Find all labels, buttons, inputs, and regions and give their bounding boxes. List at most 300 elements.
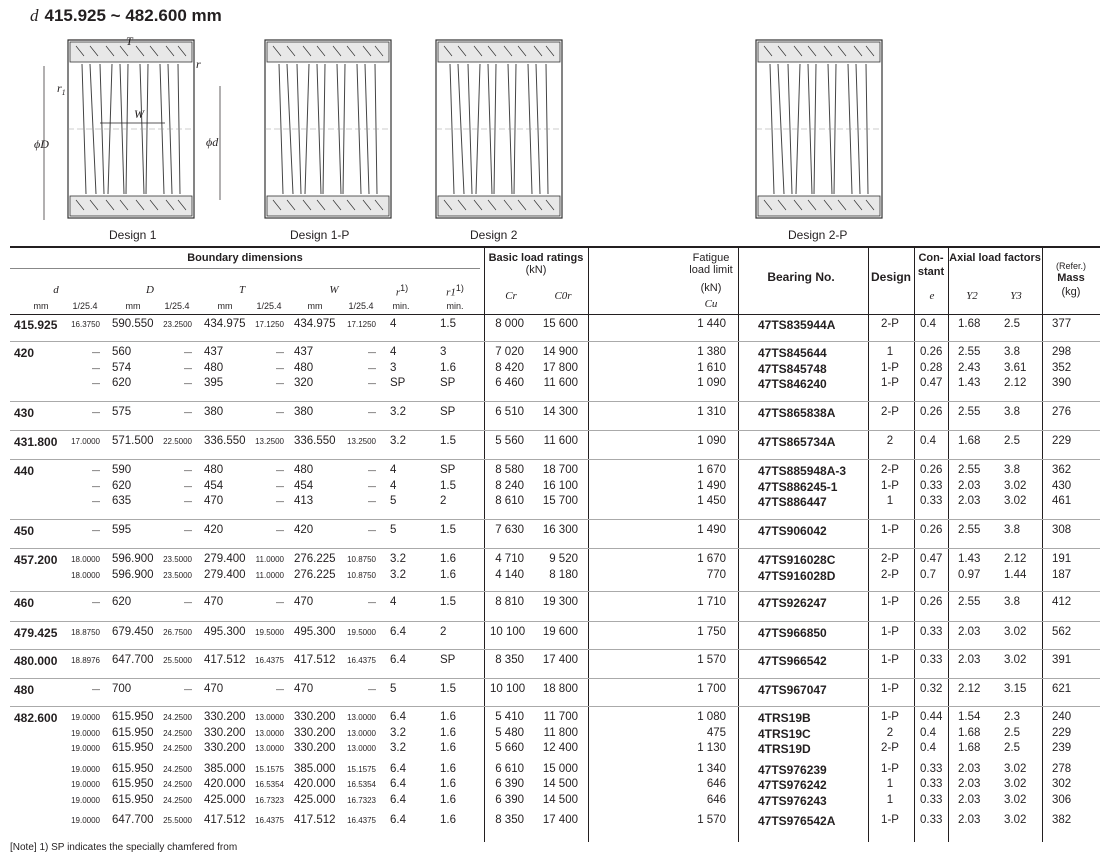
cell-T: 480 xyxy=(204,361,224,374)
dim-r1-label: $r_1$ xyxy=(57,81,66,97)
cell-d-in: — xyxy=(92,497,100,506)
cell-mass: 461 xyxy=(1052,495,1072,507)
title-symbol: d xyxy=(30,6,39,25)
cell-cr: 8 580 xyxy=(495,464,524,476)
cell-cr: 4 140 xyxy=(495,568,524,581)
cell-D: 620 xyxy=(112,479,132,492)
cell-W: 330.200 xyxy=(294,711,336,723)
cell-d: 480 xyxy=(14,683,35,697)
cell-W: 434.975 xyxy=(294,318,336,330)
cell-cu: 1 670 xyxy=(697,553,726,565)
header-mass: Mass xyxy=(1057,272,1085,284)
cell-cr: 5 660 xyxy=(495,742,524,754)
cell-W: 417.512 xyxy=(294,654,336,666)
header-T-mm: mm xyxy=(217,301,233,311)
cell-bearing: 47TS865838A xyxy=(758,406,836,420)
cell-D-in: — xyxy=(184,598,192,607)
cell-d-in: — xyxy=(92,466,100,475)
cell-d: 479.425 xyxy=(14,626,58,640)
cell-y3: 3.02 xyxy=(1004,762,1027,775)
cell-T: 417.512 xyxy=(204,814,246,826)
cell-T-in: 16.4375 xyxy=(255,816,284,825)
header-bottom-rule xyxy=(10,314,1100,315)
cell-cr: 8 240 xyxy=(495,479,524,492)
cell-design: 1 xyxy=(886,778,894,790)
cell-cr: 6 460 xyxy=(495,377,524,389)
cell-r1: 1.6 xyxy=(440,726,456,739)
cell-y3: 3.8 xyxy=(1004,524,1020,536)
cell-T: 385.000 xyxy=(204,762,246,775)
cell-cor: 17 400 xyxy=(542,814,578,826)
cell-d-in: — xyxy=(92,408,100,417)
cell-cor: 9 520 xyxy=(549,553,578,565)
cell-T: 437 xyxy=(204,346,224,358)
cell-T: 420.000 xyxy=(204,778,246,790)
dim-phid-label: ϕd xyxy=(206,135,219,149)
cell-cu: 1 700 xyxy=(697,683,726,695)
cell-r: 4 xyxy=(390,596,397,608)
cell-D-in: 23.2500 xyxy=(163,320,192,329)
cell-r: 6.4 xyxy=(390,793,406,806)
cell-d-in: — xyxy=(92,481,100,491)
cell-e: 0.33 xyxy=(920,479,943,492)
cell-r1: 1.6 xyxy=(440,793,456,806)
header-y3: Y3 xyxy=(1010,290,1022,302)
cell-cor: 15 600 xyxy=(542,318,578,330)
cell-D: 635 xyxy=(112,495,132,507)
cell-design: 1-P xyxy=(881,377,899,389)
cell-r: 3.2 xyxy=(390,406,406,418)
cell-y3: 3.02 xyxy=(1004,778,1027,790)
cell-cr: 7 020 xyxy=(495,346,524,358)
cell-bearing: 47TS886245-1 xyxy=(758,479,838,494)
cell-bearing: 47TS886447 xyxy=(758,495,827,509)
cell-cr: 8 610 xyxy=(495,495,524,507)
cell-d-in: 19.0000 xyxy=(71,713,100,722)
cell-e: 0.33 xyxy=(920,778,943,790)
cell-d-in: 17.0000 xyxy=(71,437,100,446)
cell-d-in: 16.3750 xyxy=(71,320,100,329)
cell-mass: 391 xyxy=(1052,654,1072,666)
cell-D-in: 22.5000 xyxy=(163,437,192,446)
cell-d: 440 xyxy=(14,464,35,478)
cell-design: 2 xyxy=(886,726,894,739)
cell-W: 470 xyxy=(294,596,314,608)
cell-r1: 2 xyxy=(440,626,447,638)
cell-D: 574 xyxy=(112,361,132,374)
cell-e: 0.4 xyxy=(920,318,936,330)
cell-r1: 1.5 xyxy=(440,596,456,608)
cell-D-in: 23.5000 xyxy=(163,555,192,564)
cell-y3: 2.12 xyxy=(1004,377,1027,389)
cell-y2: 2.03 xyxy=(958,479,981,492)
cell-cor: 19 600 xyxy=(542,626,578,638)
group-divider xyxy=(10,621,1100,622)
cell-y2: 2.03 xyxy=(958,626,981,638)
design-2p-label: Design 2-P xyxy=(788,228,848,242)
cell-r: 6.4 xyxy=(390,762,406,775)
cell-cr: 6 390 xyxy=(495,793,524,806)
cell-T: 420 xyxy=(204,524,224,536)
header-r1-min: min. xyxy=(446,301,464,311)
cell-cu: 1 440 xyxy=(697,318,726,330)
cell-W-in: 16.4375 xyxy=(347,656,376,665)
header-r: $r^{1)}$ xyxy=(395,283,409,299)
cell-bearing: 4TRS19D xyxy=(758,742,811,756)
cell-D: 590.550 xyxy=(112,318,154,330)
cell-cr: 6 510 xyxy=(495,406,524,418)
cell-T: 279.400 xyxy=(204,568,246,581)
cell-T: 470 xyxy=(204,683,224,695)
cell-T-in: 16.5354 xyxy=(255,780,284,789)
header-r1: r1$^{1)}$ xyxy=(446,283,464,299)
cell-cr: 8 000 xyxy=(495,318,524,330)
cell-r: 3.2 xyxy=(390,742,406,754)
cell-D-in: 24.2500 xyxy=(163,713,192,722)
cell-y3: 3.02 xyxy=(1004,495,1027,507)
cell-y3: 3.02 xyxy=(1004,793,1027,806)
cell-cor: 14 900 xyxy=(542,346,578,358)
cell-design: 2-P xyxy=(881,568,899,581)
cell-r1: 1.6 xyxy=(440,553,456,565)
dim-r-label: r xyxy=(196,57,201,71)
cell-y2: 1.68 xyxy=(958,726,981,739)
rule-v-fatigue xyxy=(588,248,589,842)
cell-cor: 17 400 xyxy=(542,654,578,666)
header-cor: C0r xyxy=(554,290,572,302)
cell-d-in: 18.8976 xyxy=(71,656,100,665)
cell-W-in: — xyxy=(368,685,376,694)
cell-cu: 1 450 xyxy=(697,495,726,507)
cell-D: 647.700 xyxy=(112,654,154,666)
header-r-min: min. xyxy=(392,301,410,311)
cell-y2: 2.03 xyxy=(958,654,981,666)
cell-T-in: — xyxy=(276,497,284,506)
cell-y3: 2.5 xyxy=(1004,726,1020,739)
cell-cr: 10 100 xyxy=(490,683,526,695)
cell-d-in: 19.0000 xyxy=(71,764,100,774)
cell-cu: 770 xyxy=(706,568,726,581)
cell-W: 495.300 xyxy=(294,626,336,638)
cell-e: 0.33 xyxy=(920,495,943,507)
cell-r1: 1.5 xyxy=(440,524,456,536)
cell-cu: 1 090 xyxy=(697,435,726,447)
cell-W-in: — xyxy=(368,408,376,417)
cell-y3: 2.5 xyxy=(1004,435,1020,447)
cell-r1: SP xyxy=(440,406,456,418)
cell-r: 6.4 xyxy=(390,711,406,723)
cell-r: 4 xyxy=(390,346,397,358)
header-basic-kn: (kN) xyxy=(525,264,547,276)
cell-cr: 6 390 xyxy=(495,778,524,790)
header-constant-2: stant xyxy=(917,266,945,278)
cell-W: 454 xyxy=(294,479,314,492)
cell-y3: 2.5 xyxy=(1004,318,1020,330)
cell-bearing: 47TS845644 xyxy=(758,346,827,360)
cell-y2: 2.55 xyxy=(958,524,981,536)
cell-d-in: — xyxy=(92,685,100,694)
cell-cor: 18 700 xyxy=(542,464,578,476)
cell-y2: 1.68 xyxy=(958,742,981,754)
cell-e: 0.4 xyxy=(920,742,936,754)
cell-T-in: — xyxy=(276,348,284,357)
cell-e: 0.47 xyxy=(920,377,943,389)
cell-bearing: 47TS966850 xyxy=(758,626,827,640)
cell-D-in: — xyxy=(184,363,192,373)
cell-y3: 3.8 xyxy=(1004,346,1020,358)
cell-T-in: 17.1250 xyxy=(255,320,284,329)
cell-y2: 2.12 xyxy=(958,683,981,695)
header-D-inch: 1/25.4 xyxy=(164,301,190,311)
cell-y3: 2.5 xyxy=(1004,742,1020,754)
cell-mass: 191 xyxy=(1052,553,1072,565)
cell-bearing: 47TS846240 xyxy=(758,377,827,391)
cell-d: 450 xyxy=(14,524,35,538)
header-fatigue-2: load limit xyxy=(689,264,733,276)
design-1p-label: Design 1-P xyxy=(290,228,350,242)
cell-D-in: 24.2500 xyxy=(163,744,192,753)
cell-D: 595 xyxy=(112,524,132,536)
cell-T: 470 xyxy=(204,495,224,507)
cell-W: 480 xyxy=(294,464,314,476)
cell-W: 385.000 xyxy=(294,762,336,775)
cell-cor: 11 600 xyxy=(543,377,578,389)
cell-e: 0.33 xyxy=(920,654,943,666)
cell-y2: 2.03 xyxy=(958,814,981,826)
cell-T: 417.512 xyxy=(204,654,246,666)
header-D: D xyxy=(146,284,154,296)
cell-D: 700 xyxy=(112,683,132,695)
group-divider xyxy=(10,591,1100,592)
cell-W-in: 10.8750 xyxy=(347,555,376,564)
cell-bearing: 47TS926247 xyxy=(758,596,827,610)
header-y2: Y2 xyxy=(966,290,978,302)
cell-d-in: 19.0000 xyxy=(71,816,100,825)
cell-r1: 1.6 xyxy=(440,568,456,581)
cell-D-in: — xyxy=(184,685,192,694)
cell-T: 279.400 xyxy=(204,553,246,565)
cell-D-in: — xyxy=(184,379,192,388)
cell-bearing: 47TS865734A xyxy=(758,435,836,449)
cell-cu: 1 710 xyxy=(697,596,726,608)
cell-mass: 382 xyxy=(1052,814,1072,826)
cell-design: 1-P xyxy=(881,762,899,775)
cell-cu: 475 xyxy=(706,726,726,739)
cell-d-in: 18.0000 xyxy=(71,570,100,580)
cell-T: 330.200 xyxy=(204,711,246,723)
cell-W: 330.200 xyxy=(294,726,336,739)
cell-e: 0.26 xyxy=(920,596,943,608)
cell-e: 0.32 xyxy=(920,683,943,695)
cell-W-in: 16.5354 xyxy=(347,780,376,789)
dim-phiD-label: ϕD xyxy=(34,137,49,151)
cell-r: 6.4 xyxy=(390,778,406,790)
cell-r: 6.4 xyxy=(390,654,406,666)
cell-cu: 1 610 xyxy=(697,361,726,374)
cell-T-in: — xyxy=(276,363,284,373)
cell-W-in: — xyxy=(368,481,376,491)
group-divider xyxy=(10,706,1100,707)
cell-design: 1-P xyxy=(881,814,899,826)
header-W-mm: mm xyxy=(307,301,323,311)
cell-T-in: — xyxy=(276,481,284,491)
cell-W-in: 13.0000 xyxy=(347,744,376,753)
cell-bearing: 47TS845748 xyxy=(758,361,827,376)
cell-cu: 1 490 xyxy=(697,524,726,536)
cell-y2: 2.03 xyxy=(958,495,981,507)
cell-cu: 1 570 xyxy=(697,814,726,826)
cell-r: 3.2 xyxy=(390,568,406,581)
cell-r1: 3 xyxy=(440,346,447,358)
cell-W: 413 xyxy=(294,495,314,507)
cell-design: 2-P xyxy=(881,553,899,565)
cell-bearing: 47TS906042 xyxy=(758,524,827,538)
cell-D: 615.950 xyxy=(112,742,154,754)
header-bearing: Bearing No. xyxy=(767,270,835,284)
cell-mass: 302 xyxy=(1052,778,1072,790)
cell-design: 1-P xyxy=(881,361,899,374)
cell-d-in: 18.8750 xyxy=(71,628,100,637)
header-T-inch: 1/25.4 xyxy=(256,301,282,311)
cell-D: 615.950 xyxy=(112,726,154,739)
cell-d: 460 xyxy=(14,596,35,610)
cell-r1: 1.5 xyxy=(440,318,456,330)
header-subrule xyxy=(10,268,480,269)
cell-design: 2 xyxy=(886,435,894,447)
cell-W-in: 19.5000 xyxy=(347,628,376,637)
cell-e: 0.4 xyxy=(920,726,936,739)
cell-r1: 1.6 xyxy=(440,762,456,775)
cell-cr: 8 810 xyxy=(495,596,524,608)
cell-y3: 2.3 xyxy=(1004,711,1020,723)
header-cr: Cr xyxy=(505,290,517,302)
rule-v-basic xyxy=(484,248,485,842)
cell-y2: 2.03 xyxy=(958,793,981,806)
cell-cr: 5 480 xyxy=(495,726,524,739)
cell-d: 480.000 xyxy=(14,654,58,668)
cell-D-in: 24.2500 xyxy=(163,780,192,789)
group-divider xyxy=(10,678,1100,679)
cell-W: 276.225 xyxy=(294,568,336,581)
cell-D: 596.900 xyxy=(112,553,154,565)
cell-D: 647.700 xyxy=(112,814,154,826)
header-D-mm: mm xyxy=(125,301,141,311)
cell-W-in: 13.0000 xyxy=(347,713,376,722)
cell-design: 1 xyxy=(886,793,894,806)
cell-e: 0.26 xyxy=(920,406,943,418)
group-divider xyxy=(10,401,1100,402)
cell-d: 415.925 xyxy=(14,318,58,332)
group-divider xyxy=(10,459,1100,460)
cell-T-in: 19.5000 xyxy=(255,628,284,637)
cell-cr: 5 410 xyxy=(495,711,524,723)
cell-r: SP xyxy=(390,377,406,389)
cell-e: 0.47 xyxy=(920,553,943,565)
cell-bearing: 47TS966542 xyxy=(758,654,827,668)
cell-W: 420.000 xyxy=(294,778,336,790)
cell-d-in: 19.0000 xyxy=(71,728,100,738)
cell-y3: 3.8 xyxy=(1004,596,1020,608)
cell-D-in: 24.2500 xyxy=(163,728,192,738)
cell-mass: 239 xyxy=(1052,742,1072,754)
cell-r1: 1.6 xyxy=(440,361,456,374)
cell-T-in: 11.0000 xyxy=(255,555,284,564)
header-e: e xyxy=(929,290,935,302)
cell-r: 3.2 xyxy=(390,553,406,565)
cell-bearing: 47TS916028C xyxy=(758,553,836,567)
header-fatigue-1: Fatigue xyxy=(692,252,730,264)
cell-W: 330.200 xyxy=(294,742,336,754)
cell-cr: 8 350 xyxy=(495,814,524,826)
header-T: T xyxy=(238,284,246,296)
cell-cor: 11 800 xyxy=(543,726,578,739)
cell-r: 3.2 xyxy=(390,435,406,447)
header-constant-1: Con- xyxy=(918,252,944,264)
cell-T: 395 xyxy=(204,377,224,389)
cell-bearing: 47TS885948A-3 xyxy=(758,464,847,478)
cell-d: 457.200 xyxy=(14,553,58,567)
cell-mass: 229 xyxy=(1052,435,1072,447)
cell-D: 571.500 xyxy=(112,435,154,447)
cell-D: 615.950 xyxy=(112,793,154,806)
cell-T-in: — xyxy=(276,685,284,694)
cell-T-in: — xyxy=(276,526,284,535)
cell-D: 575 xyxy=(112,406,132,418)
cell-D: 620 xyxy=(112,377,132,389)
cell-D: 615.950 xyxy=(112,762,154,775)
cell-r: 5 xyxy=(390,495,397,507)
cell-y2: 2.55 xyxy=(958,464,981,476)
cell-e: 0.28 xyxy=(920,361,943,374)
rule-v-mass xyxy=(1042,248,1043,842)
cell-mass: 377 xyxy=(1052,318,1072,330)
cell-d-in: — xyxy=(92,379,100,388)
header-design: Design xyxy=(870,270,911,284)
cell-W-in: 13.0000 xyxy=(347,728,376,738)
cell-T-in: 13.0000 xyxy=(255,713,284,722)
cell-cr: 10 100 xyxy=(490,626,526,638)
header-W: W xyxy=(329,284,339,296)
cell-D-in: 25.5000 xyxy=(163,816,192,825)
cell-W: 276.225 xyxy=(294,553,336,565)
cell-cor: 14 500 xyxy=(542,778,578,790)
cell-cu: 1 130 xyxy=(697,742,726,754)
cell-cor: 8 180 xyxy=(549,568,578,581)
header-axial: Axial load factors xyxy=(949,252,1041,264)
cell-D-in: — xyxy=(184,408,192,417)
cell-D-in: — xyxy=(184,466,192,475)
cell-d-in: — xyxy=(92,598,100,607)
cell-W: 425.000 xyxy=(294,793,336,806)
cell-cu: 1 670 xyxy=(697,464,726,476)
cell-bearing: 4TRS19C xyxy=(758,726,811,741)
cell-y2: 1.43 xyxy=(958,553,981,565)
cell-D-in: 24.2500 xyxy=(163,764,192,774)
cell-cu: 1 490 xyxy=(697,479,726,492)
cell-T: 425.000 xyxy=(204,793,246,806)
rule-v-constant xyxy=(914,248,915,842)
cell-y3: 1.44 xyxy=(1004,568,1027,581)
cell-D: 590 xyxy=(112,464,132,476)
cell-mass: 308 xyxy=(1052,524,1072,536)
cell-cu: 1 090 xyxy=(697,377,726,389)
cell-design: 1 xyxy=(886,346,894,358)
cell-W: 437 xyxy=(294,346,314,358)
cell-mass: 621 xyxy=(1052,683,1072,695)
bearing-table xyxy=(10,246,1100,842)
group-divider xyxy=(10,548,1100,549)
cell-cu: 1 310 xyxy=(697,406,726,418)
